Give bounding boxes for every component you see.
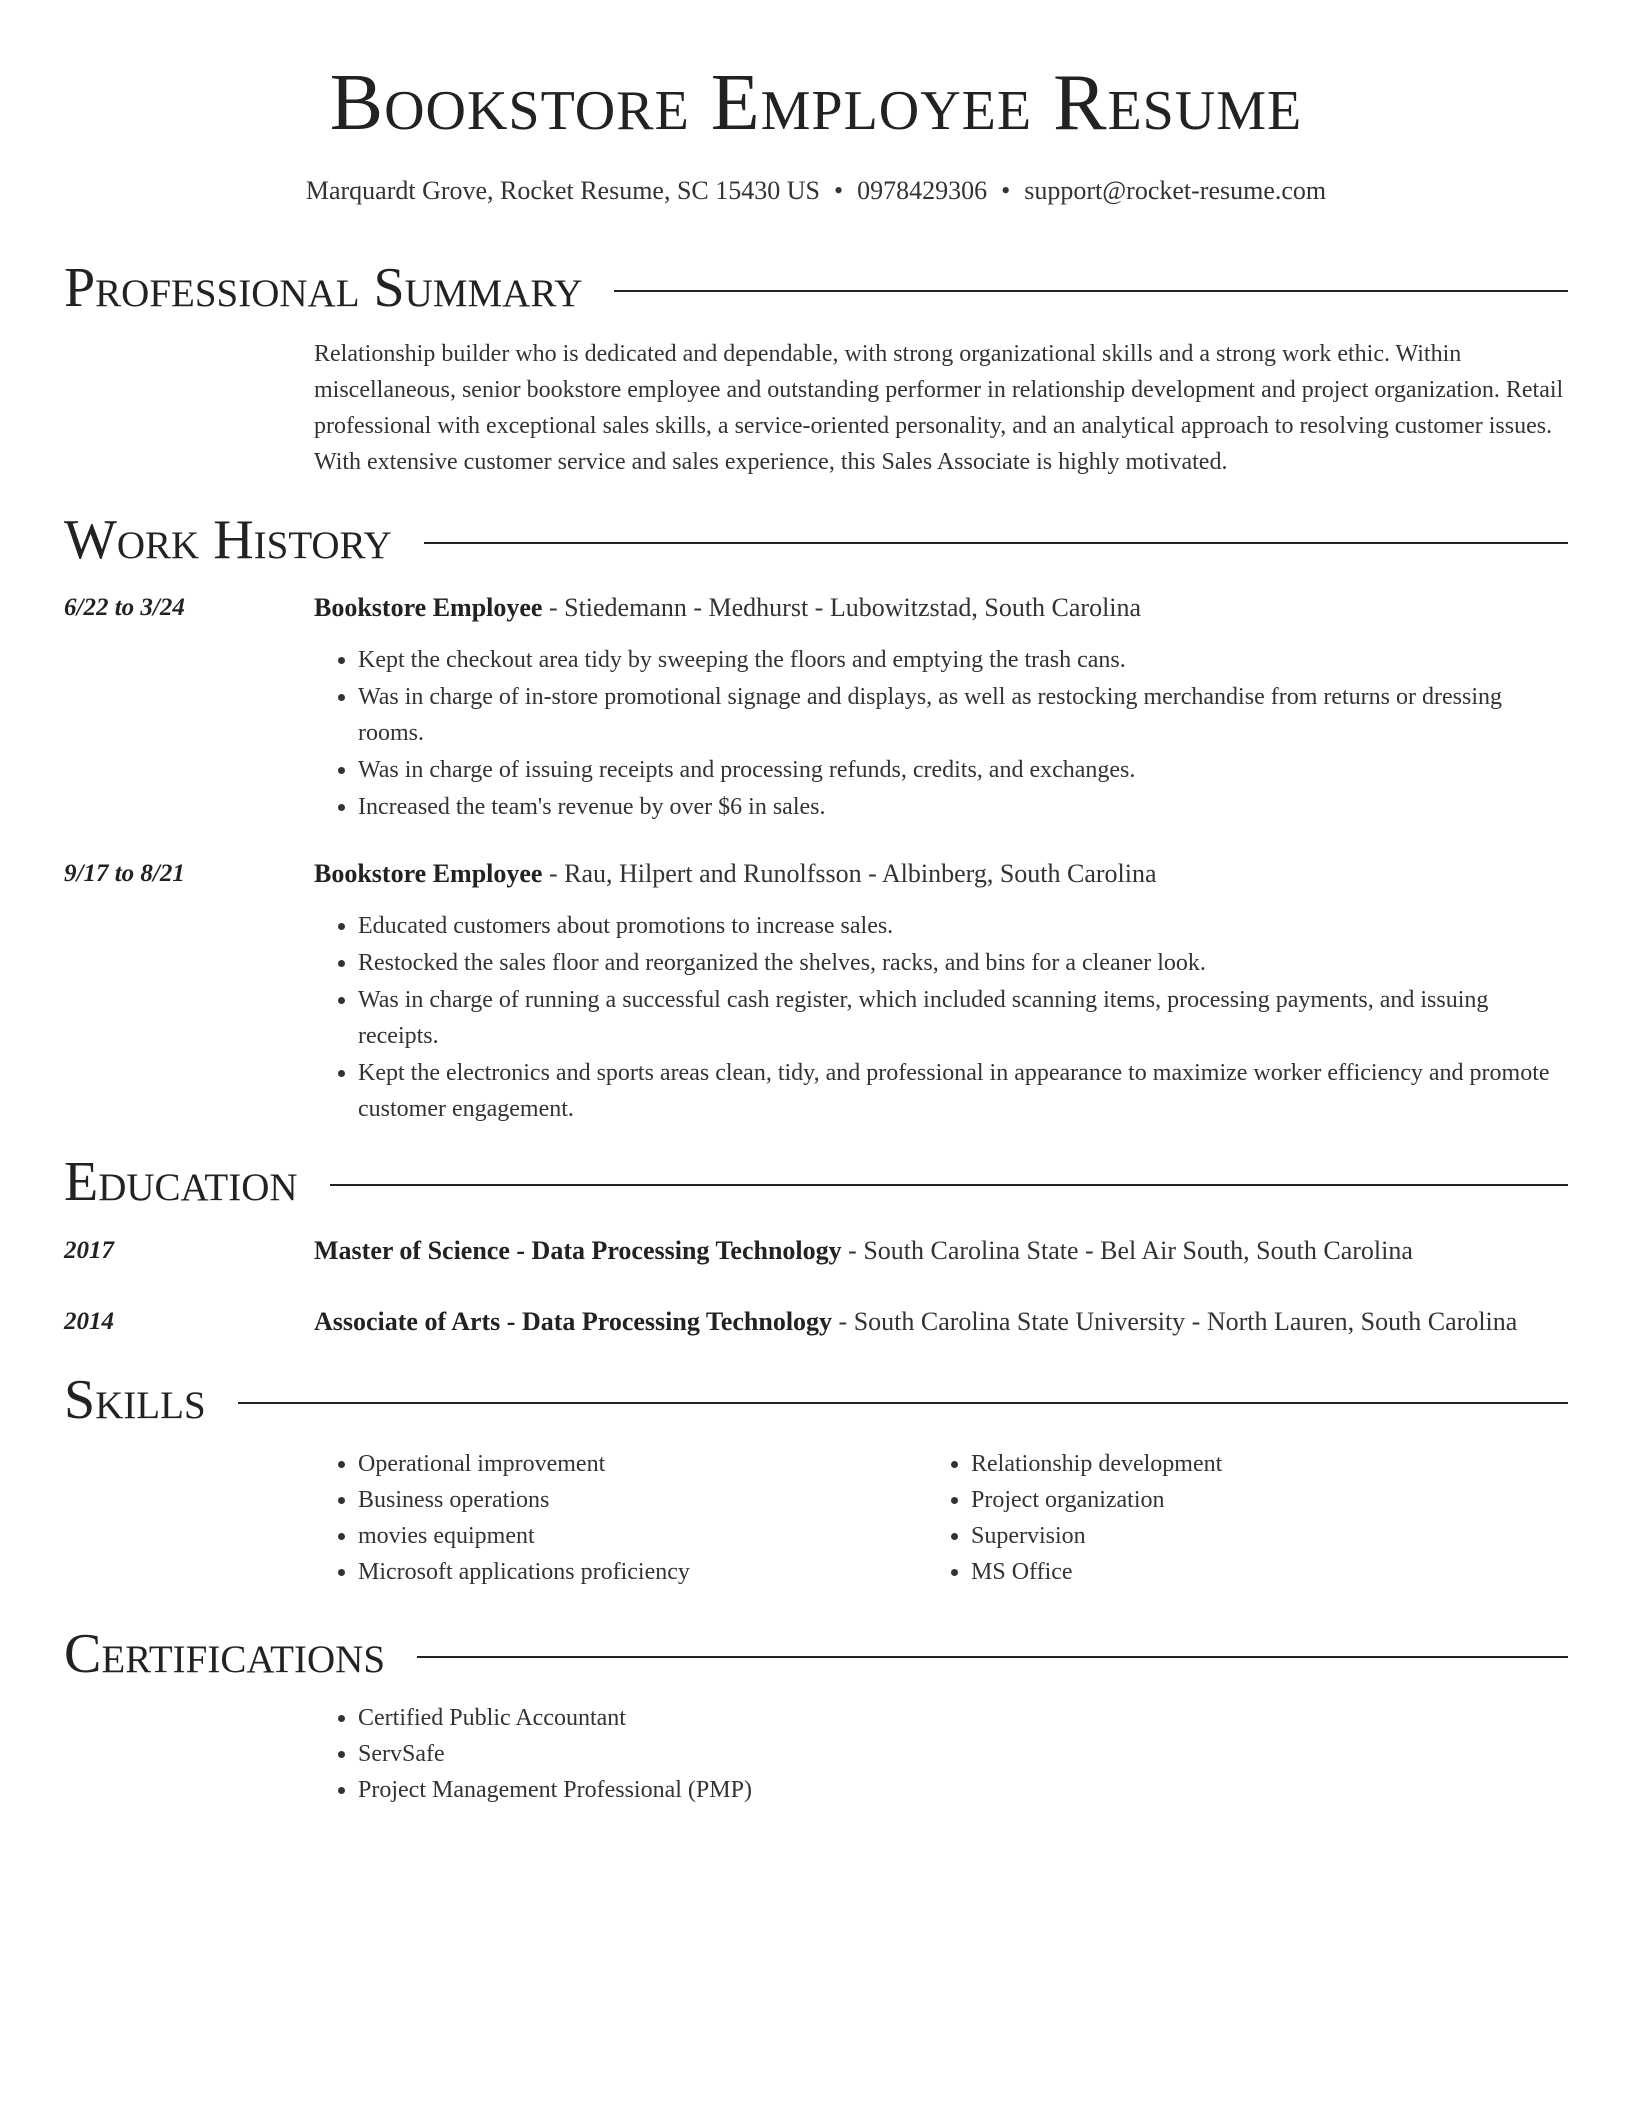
job-bullet: • Educated customers about promotions to increase sales.: [358, 908, 1568, 944]
job-details: - Stiedemann - Medhurst - Lubowitzstad, South Carolina: [542, 593, 1142, 622]
skills-list-left: [314, 1446, 914, 1590]
education-degree: Associate of Arts - Data Processing Technology: [314, 1307, 833, 1336]
contact-separator: •: [834, 176, 844, 205]
section-divider: [614, 290, 1568, 292]
certification-item: • ServSafe: [358, 1736, 1214, 1772]
section-header-education: [64, 1152, 1568, 1212]
job-role: Bookstore Employee: [314, 593, 543, 622]
contact-line: [0, 174, 1632, 208]
job-details: - Rau, Hilpert and Runolfsson - Albinberg, South Carolina: [542, 859, 1157, 888]
job-dates: 6/22 to 3/24: [64, 594, 185, 621]
job-role: Bookstore Employee: [314, 859, 543, 888]
job-bullet: • Increased the team's revenue by over $6 in sales.: [358, 789, 1568, 825]
contact-email: support@rocket-resume.com: [1024, 176, 1327, 205]
job-dates: 9/17 to 8/21: [64, 860, 185, 887]
job-bullet: • Was in charge of issuing receipts and processing refunds, credits, and exchanges.: [358, 752, 1568, 788]
certification-item: • Certified Public Accountant: [358, 1700, 1214, 1736]
job-bullet: • Kept the electronics and sports areas clean, tidy, and professional in appearance to maximize worker efficiency and promote customer engagement.: [358, 1055, 1568, 1127]
skills-list-right: [927, 1446, 1527, 1590]
job-title-line: [314, 590, 1568, 626]
education-degree: Master of Science - Data Processing Technology: [314, 1236, 842, 1265]
skill-item: • Microsoft applications proficiency: [358, 1554, 914, 1590]
job-bullet: • Was in charge of in-store promotional signage and displays, as well as restocking merchandise from returns or dressing rooms.: [358, 679, 1568, 751]
section-title-summary: Professional Summary: [64, 257, 583, 319]
skill-item: • movies equipment: [358, 1518, 914, 1554]
education-year: 2017: [64, 1237, 114, 1264]
section-title-certifications: Certifications: [64, 1623, 386, 1685]
summary-text: Relationship builder who is dedicated and dependable, with strong organizational skills and a strong work ethic. Within miscellaneous, senior bookstore employee and outstanding performer in relationship development and project organization. Retail professional with exceptional sales skills, a service-oriented personality, and an analytical approach to resolving customer issues. With extensive customer service and sales experience, this Sales Associate is highly motivated.: [314, 341, 1564, 475]
section-header-work: [64, 510, 1568, 570]
contact-address: Marquardt Grove, Rocket Resume, SC 15430 US: [305, 176, 821, 205]
education-details: - South Carolina State - Bel Air South, South Carolina: [841, 1236, 1413, 1265]
skill-item: • Business operations: [358, 1482, 914, 1518]
education-line: [314, 1233, 1568, 1269]
section-title-skills: Skills: [64, 1369, 206, 1431]
section-divider: [330, 1184, 1568, 1186]
job-bullets: [314, 642, 1568, 826]
certification-item: • Project Management Professional (PMP): [358, 1772, 1214, 1808]
resume-title: Bookstore Employee Resume: [329, 59, 1303, 147]
skill-item: • Project organization: [971, 1482, 1527, 1518]
job-bullet: • Was in charge of running a successful cash register, which included scanning items, processing payments, and issuing receipts.: [358, 982, 1568, 1054]
section-title-work: Work History: [64, 509, 392, 571]
contact-separator: •: [1001, 176, 1011, 205]
job-bullet: • Kept the checkout area tidy by sweeping the floors and emptying the trash cans.: [358, 642, 1568, 678]
section-header-skills: [64, 1370, 1568, 1430]
education-line: [314, 1304, 1568, 1340]
section-divider: [424, 542, 1568, 544]
skill-item: • MS Office: [971, 1554, 1527, 1590]
job-bullet: • Restocked the sales floor and reorganized the shelves, racks, and bins for a cleaner look.: [358, 945, 1568, 981]
skill-item: • Operational improvement: [358, 1446, 914, 1482]
job-title-line: [314, 856, 1568, 892]
skill-item: • Relationship development: [971, 1446, 1527, 1482]
education-year: 2014: [64, 1308, 114, 1335]
section-title-education: Education: [64, 1151, 298, 1213]
section-header-certifications: [64, 1624, 1568, 1684]
job-bullets: [314, 908, 1568, 1128]
section-divider: [238, 1402, 1568, 1404]
section-divider: [417, 1656, 1568, 1658]
education-details: - South Carolina State University - North Lauren, South Carolina: [832, 1307, 1518, 1336]
skill-item: • Supervision: [971, 1518, 1527, 1554]
certifications-list: [314, 1700, 1214, 1808]
contact-phone: 0978429306: [857, 176, 988, 205]
section-header-summary: [64, 258, 1568, 318]
